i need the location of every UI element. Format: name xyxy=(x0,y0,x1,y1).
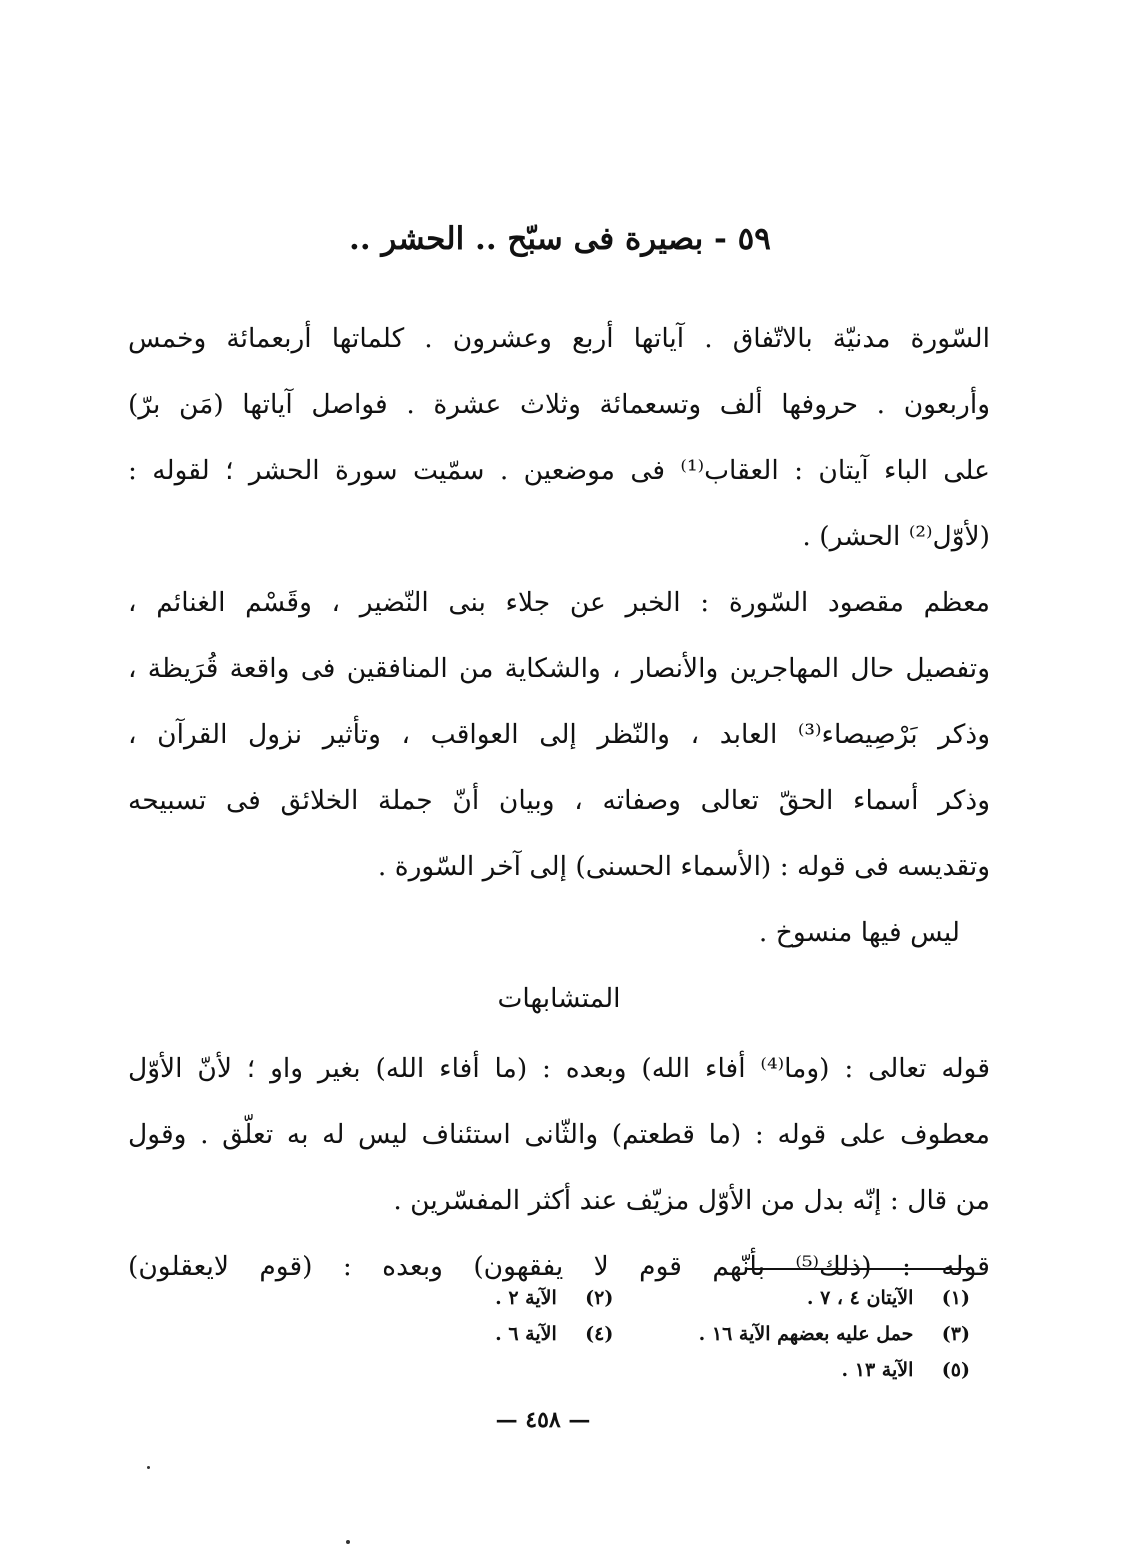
text-line: قوله : (ذلك⁽⁵⁾ بأنّهم قوم لا يفقهون) وبعده : (قوم لايعقلون) xyxy=(128,1251,990,1282)
text-line: (لأوّل⁽²⁾ الحشر) . xyxy=(802,521,990,552)
footnote-row xyxy=(340,1352,970,1388)
footnote xyxy=(620,1352,970,1388)
footnote-row xyxy=(340,1280,970,1316)
footnote xyxy=(263,1316,613,1352)
text-line: السّورة مدنيّة بالاتّفاق . آياتها أربع وعشرون . كلماتها أربعمائة وخمس xyxy=(128,323,990,354)
text-line: ليس فيها منسوخ . xyxy=(758,917,960,948)
page-number: — ٤٥٨ — xyxy=(495,1407,591,1433)
scan-speck xyxy=(346,1540,350,1544)
footnote-text: الآيتان ٤ ، ٧ . xyxy=(806,1287,914,1309)
footnotes xyxy=(340,1280,970,1388)
scan-speck xyxy=(147,1466,150,1469)
footnote-row xyxy=(340,1316,970,1352)
footnote-text: الآية ٢ . xyxy=(495,1287,557,1309)
text-line: قوله تعالى : (وما⁽⁴⁾ أفاء الله) وبعده : (ما أفاء الله) بغير واو ؛ لأنّ الأوّل xyxy=(128,1053,990,1084)
footnote xyxy=(263,1280,613,1316)
footnote-text: حمل عليه بعضهم الآية ١٦ . xyxy=(698,1323,914,1345)
body-text xyxy=(128,306,990,1300)
footnote-text: الآية ١٣ . xyxy=(841,1359,914,1381)
footnote-divider xyxy=(745,1268,970,1270)
text-line: معطوف على قوله : (ما قطعتم) والثّانى استئناف ليس له به تعلّق . وقول xyxy=(128,1119,990,1150)
text-line: وتقديسه فى قوله : (الأسماء الحسنى) إلى آخر السّورة . xyxy=(377,851,990,882)
subheading: المتشابهات xyxy=(497,983,621,1014)
footnote-number: (٣) xyxy=(941,1323,970,1345)
footnote-number: (٥) xyxy=(941,1359,970,1381)
footnote xyxy=(620,1316,970,1352)
footnote xyxy=(620,1280,970,1316)
text-line: وتفصيل حال المهاجرين والأنصار ، والشكاية من المنافقين فى واقعة قُرَيظة ، xyxy=(128,653,990,684)
text-line: معظم مقصود السّورة : الخبر عن جلاء بنى النّضير ، وقَسْم الغنائم ، xyxy=(128,587,990,618)
footnote-number: (٢) xyxy=(585,1287,614,1309)
footnote-text: الآية ٦ . xyxy=(495,1323,557,1345)
section-title: ٥٩ - بصيرة فى سبّح .. الحشر .. xyxy=(349,221,771,257)
text-line: من قال : إنّه بدل من الأوّل مزيّف عند أكثر المفسّرين . xyxy=(393,1185,990,1216)
text-line: وأربعون . حروفها ألف وتسعمائة وثلاث عشرة . فواصل آياتها (مَن برّ) xyxy=(128,389,990,420)
text-line: وذكر بَرْصِيصاء⁽³⁾ العابد ، والنّظر إلى العواقب ، وتأثير نزول القرآن ، xyxy=(128,719,991,750)
footnote-number: (٤) xyxy=(585,1323,614,1345)
footnote-number: (١) xyxy=(941,1287,970,1309)
text-line: على الباء آيتان : العقاب⁽¹⁾ فى موضعين . سمّيت سورة الحشر ؛ لقوله : xyxy=(128,455,990,486)
text-line: وذكر أسماء الحقّ تعالى وصفاته ، وبيان أنّ جملة الخلائق فى تسبيحه xyxy=(128,785,990,816)
